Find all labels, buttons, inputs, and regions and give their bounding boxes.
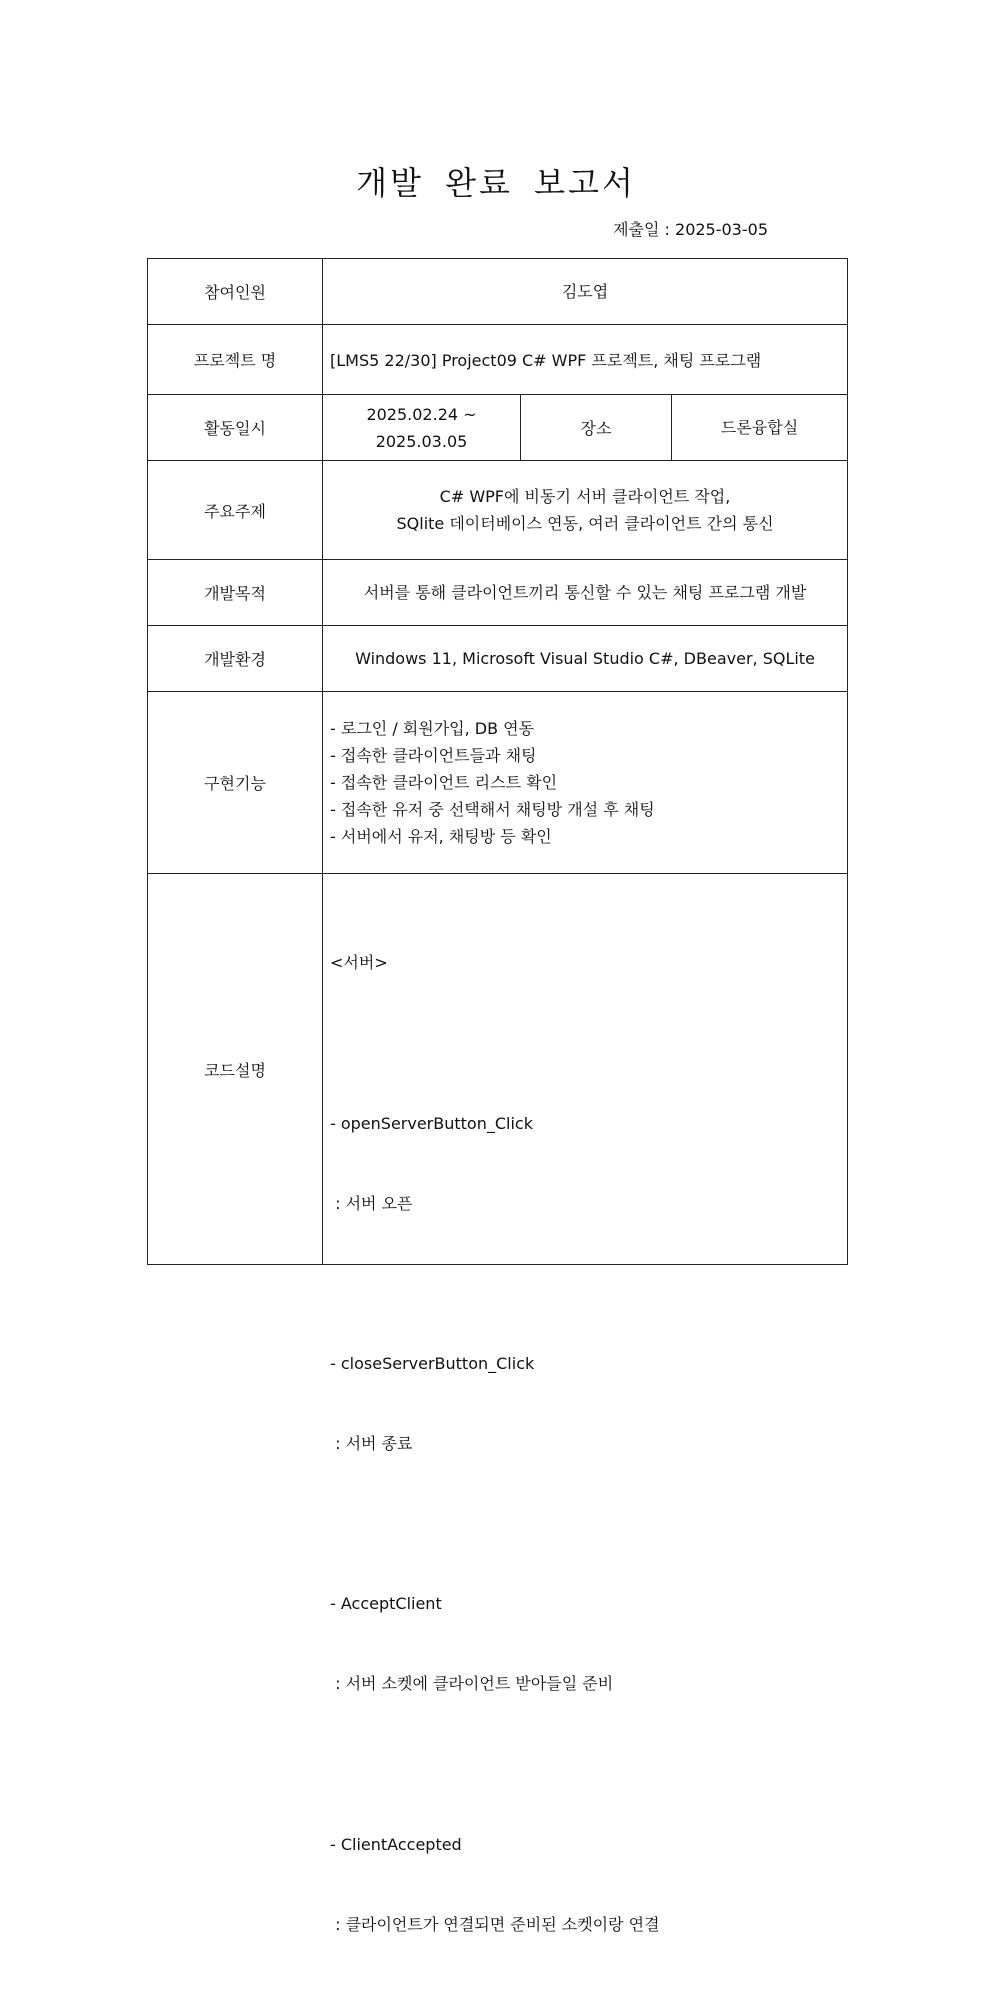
environment-value: Windows 11, Microsoft Visual Studio C#, DBeaver, SQLite [323,626,848,692]
code-entry-desc: : 서버 종료 [330,1434,413,1454]
purpose-label: 개발목적 [148,560,323,626]
activity-date-end: 2025.03.05 [375,431,468,451]
activity-dates [323,395,521,461]
participants-value: 김도엽 [323,259,848,325]
purpose-value: 서버를 통해 클라이언트끼리 통신할 수 있는 채팅 프로그램 개발 [323,560,848,626]
code-entry-desc: : 서버 오픈 [330,1193,413,1213]
code-entry-desc: : 클라이언트가 연결되면 준비된 소켓이랑 연결 [330,1914,660,1934]
place-label: 장소 [521,395,672,461]
document-title: 개발 완료 보고서 [356,164,636,202]
feature-item: - 서버에서 유저, 채팅방 등 확인 [330,827,552,846]
project-name-label: 프로젝트 명 [148,325,323,395]
project-name-value: [LMS5 22/30] Project09 C# WPF 프로젝트, 채팅 프로그램 [323,325,848,395]
code-section-title: <서버> [330,953,388,973]
spacer [330,1751,847,1778]
feature-item: - 로그인 / 회원가입, DB 연동 [330,719,535,738]
environment-label: 개발환경 [148,626,323,692]
feature-item: - 접속한 클라이언트 리스트 확인 [330,773,558,792]
report-table [147,258,848,1934]
row-topic [148,461,848,560]
place-value: 드론융합실 [672,395,848,461]
row-participants [148,259,848,325]
row-environment [148,626,848,692]
submit-date: 제출일 : 2025-03-05 [613,220,768,239]
spacer [330,1511,847,1538]
features-list [323,692,848,874]
feature-item: - 접속한 유저 중 선택해서 채팅방 개설 후 채팅 [330,800,655,819]
code-entry-name: - AcceptClient [330,1594,442,1614]
participants-label: 참여인원 [148,259,323,325]
activity-label: 활동일시 [148,395,323,461]
topic-line-1: C# WPF에 비동기 서버 클라이언트 작업, [439,487,731,506]
row-project-name [148,325,848,395]
code-entry-name: - ClientAccepted [330,1834,462,1854]
spacer [330,1031,847,1058]
topic-label: 주요주제 [148,461,323,560]
code-entry-name: - closeServerButton_Click [330,1353,535,1373]
row-activity [148,395,848,461]
spacer [330,1271,847,1298]
topic-value [323,461,848,560]
code-explanation [323,874,848,1934]
activity-date-start: 2025.02.24 ~ [366,404,477,424]
row-features [148,692,848,874]
code-label: 코드설명 [148,874,323,1265]
feature-item: - 접속한 클라이언트들과 채팅 [330,746,537,765]
code-entry-desc: : 서버 소켓에 클라이언트 받아들일 준비 [330,1674,614,1694]
row-code [148,874,848,1265]
code-explanation-content [330,897,847,1934]
topic-line-2: SQlite 데이터베이스 연동, 여러 클라이언트 간의 통신 [396,514,774,533]
row-purpose [148,560,848,626]
code-entry-name: - openServerButton_Click [330,1113,533,1133]
features-label: 구현기능 [148,692,323,874]
